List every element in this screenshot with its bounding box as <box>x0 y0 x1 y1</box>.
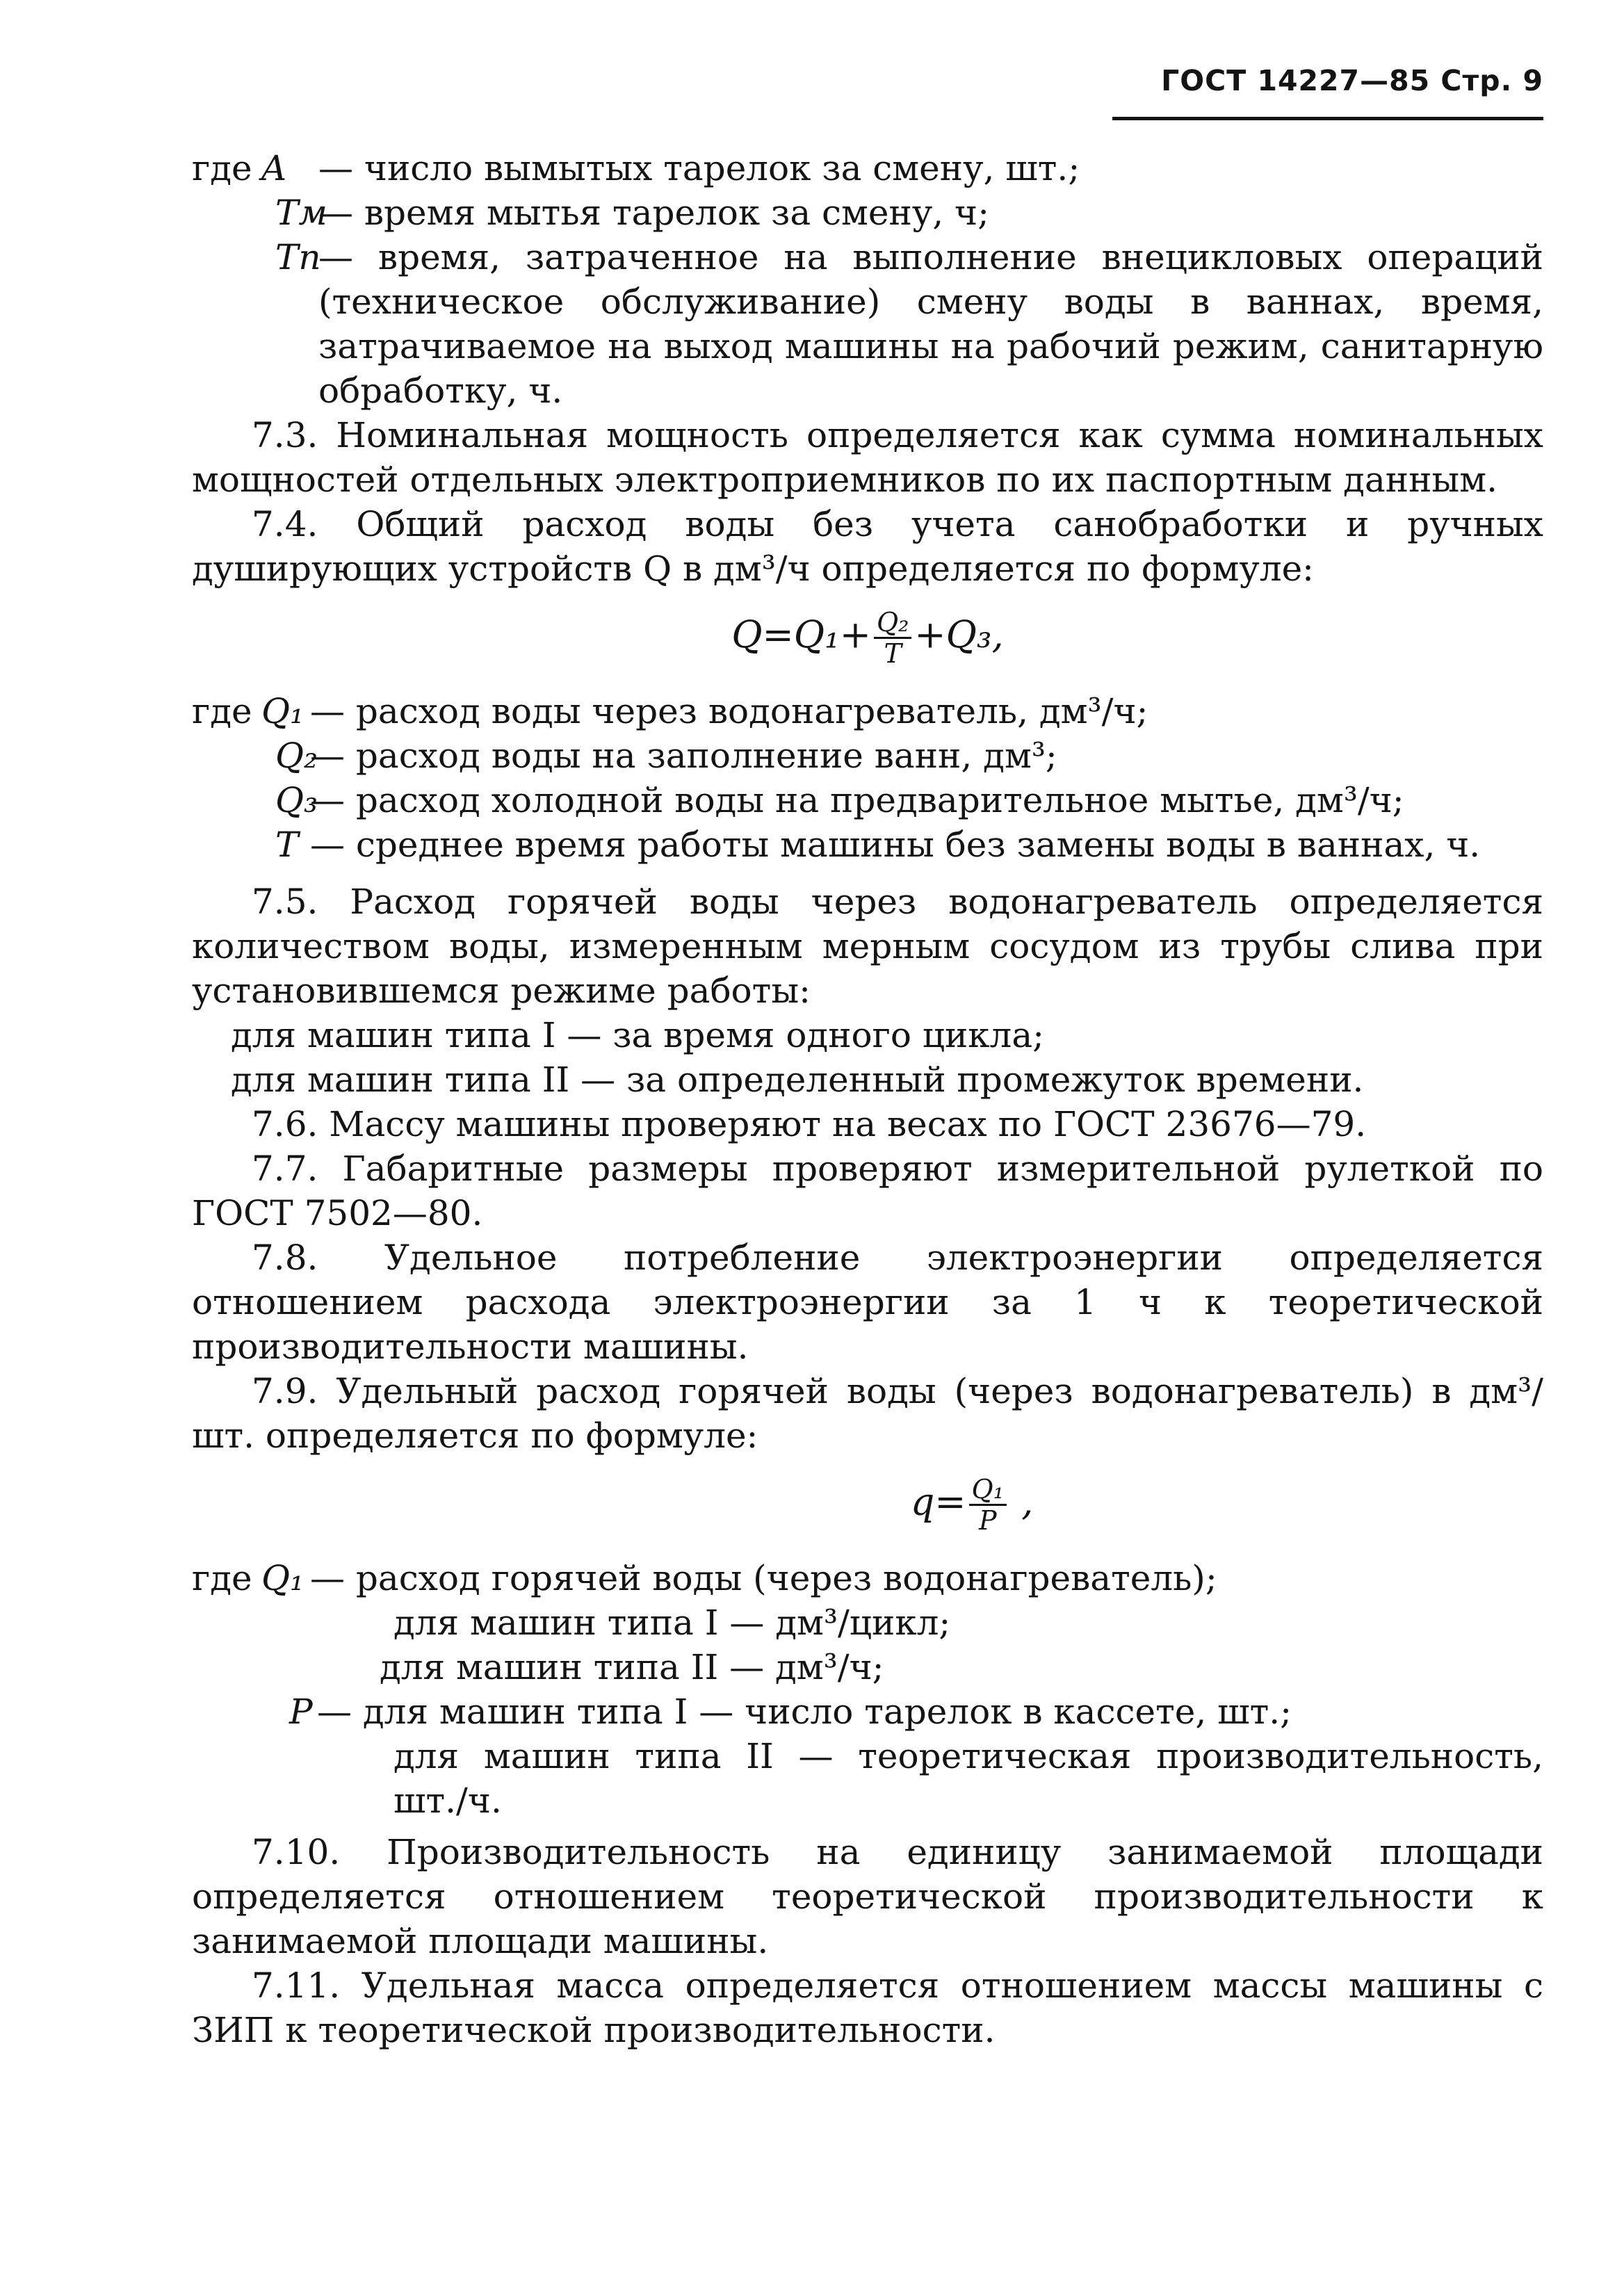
definition-text: — расход горячей воды (через водонагреватель); <box>310 1558 1217 1598</box>
definition-lead: где <box>192 691 252 731</box>
definition-t <box>192 822 1543 867</box>
header-rule <box>1112 117 1543 120</box>
paragraph-7-5-item-a: для машин типа I — за время одного цикла; <box>231 1015 1044 1055</box>
definition-p <box>192 1689 1543 1734</box>
definition-text: — время, затраченное на выполнение внецикловых операций (техническое обслуживание) смену воды в ваннах, время, затрачиваемое на выход машины на рабочий режим, санитарную обработку, ч. <box>318 237 1543 411</box>
definition-q2 <box>192 733 1543 778</box>
symbol-q1: Q₁ <box>261 1558 304 1598</box>
formula-right: , <box>1009 1479 1034 1524</box>
definition-q1-type-2: для машин типа II — дм³/ч; <box>380 1647 884 1687</box>
formula-right: +Q₃, <box>914 613 1004 657</box>
fraction-numerator: Q₂ <box>874 608 911 639</box>
paragraph-7-9: 7.9. Удельный расход горячей воды (через водонагреватель) в дм³/шт. определяется по формуле: <box>192 1371 1543 1456</box>
formula-left: q= <box>910 1479 966 1524</box>
paragraph-7-5: 7.5. Расход горячей воды через водонагреватель определяется количеством воды, измеренным мерным сосудом из трубы слива при установившемся режиме работы: <box>192 882 1543 1011</box>
formula-total-water <box>192 608 1543 668</box>
definition-text: — расход воды через водонагреватель, дм³/ч; <box>310 691 1148 731</box>
fraction-denominator: P <box>978 1505 997 1536</box>
symbol-q3: Q₃ <box>275 780 318 820</box>
symbol-q1: Q₁ <box>261 691 304 731</box>
definition-tm <box>192 190 1543 235</box>
paragraph-7-4: 7.4. Общий расход воды без учета санобработки и ручных душирующих устройств Q в дм³/ч определяется по формуле: <box>192 504 1543 589</box>
definition-text: — расход холодной воды на предварительное мытье, дм³/ч; <box>310 780 1404 820</box>
definition-p-type-2: для машин типа II — теоретическая производительность, шт./ч. <box>393 1736 1543 1821</box>
page-header: ГОСТ 14227—85 Стр. 9 <box>1161 64 1543 97</box>
definition-q3 <box>192 778 1543 822</box>
document-body <box>192 146 1543 2052</box>
paragraph-7-3: 7.3. Номинальная мощность определяется как сумма номинальных мощностей отдельных электроприемников по их паспортным данным. <box>192 415 1543 500</box>
paragraph-7-5-item-b: для машин типа II — за определенный промежуток времени. <box>231 1060 1364 1100</box>
symbol-tp: Tп <box>275 237 321 277</box>
paragraph-7-11: 7.11. Удельная масса определяется отношением массы машины с ЗИП к теоретической производительности. <box>192 1965 1543 2050</box>
definition-text: — среднее время работы машины без замены воды в ваннах, ч. <box>310 825 1481 865</box>
paragraph-7-10: 7.10. Производительность на единицу занимаемой площади определяется отношением теоретической производительности к занимаемой площади машины. <box>192 1832 1543 1961</box>
paragraph-7-8: 7.8. Удельное потребление электроэнергии определяется отношением расхода электроэнергии за 1 ч к теоретической производительности машины. <box>192 1238 1543 1367</box>
formula-fraction <box>874 608 911 668</box>
symbol-tm: Tм <box>275 193 327 233</box>
definition-lead: где <box>192 1558 252 1598</box>
definition-text: — время мытья тарелок за смену, ч; <box>318 193 989 233</box>
fraction-numerator: Q₁ <box>969 1475 1007 1506</box>
definition-q1-hot <box>192 1556 1543 1600</box>
formula-fraction <box>969 1475 1007 1535</box>
definition-text: — для машин типа I — число тарелок в кассете, шт.; <box>317 1692 1292 1732</box>
definition-tp <box>192 235 1543 413</box>
definition-text: — расход воды на заполнение ванн, дм³; <box>310 736 1057 776</box>
paragraph-7-6: 7.6. Массу машины проверяют на весах по ГОСТ 23676—79. <box>252 1104 1367 1144</box>
symbol-q2: Q₂ <box>275 736 318 776</box>
definition-q1-type-1: для машин типа I — дм³/цикл; <box>393 1603 951 1643</box>
formula-specific-water <box>192 1475 1543 1535</box>
fraction-denominator: T <box>884 638 902 669</box>
paragraph-7-7: 7.7. Габаритные размеры проверяют измерительной рулеткой по ГОСТ 7502—80. <box>192 1149 1543 1233</box>
definition-lead: где <box>192 148 252 188</box>
symbol-p: P <box>289 1692 313 1732</box>
definition-a <box>192 146 1543 190</box>
symbol-t: T <box>275 825 299 865</box>
formula-left: Q=Q₁+ <box>731 613 871 657</box>
symbol-a: A <box>261 148 287 188</box>
definition-text: — число вымытых тарелок за смену, шт.; <box>318 148 1080 188</box>
definition-q1 <box>192 689 1543 733</box>
